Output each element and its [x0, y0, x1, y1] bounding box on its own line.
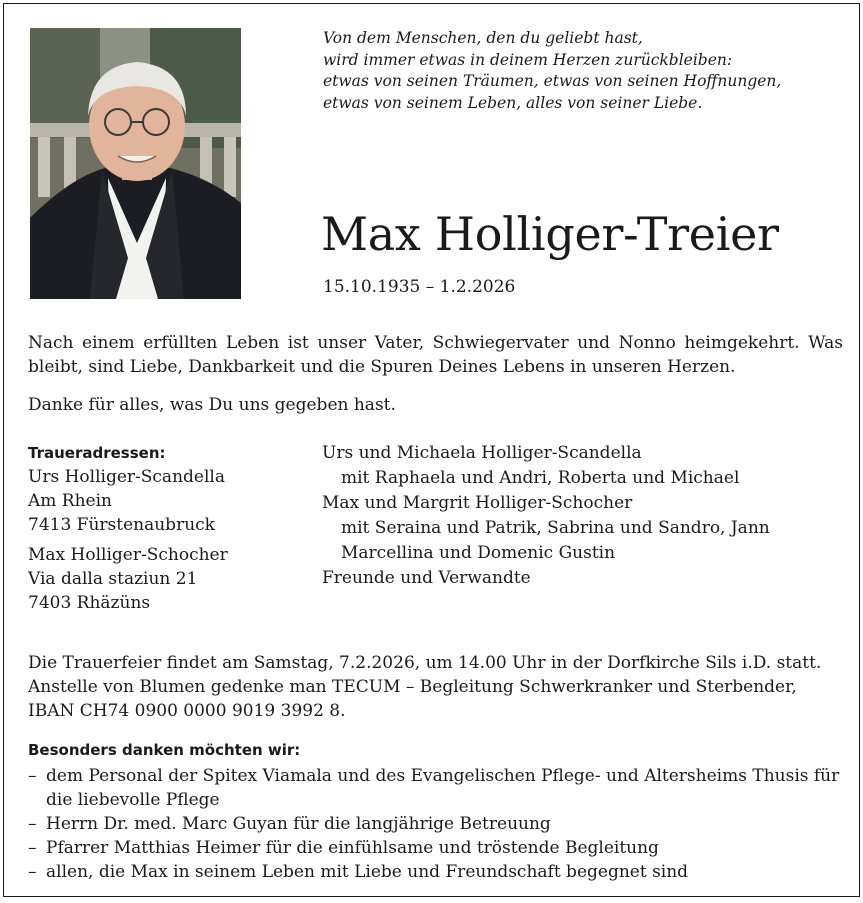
thanks-list — [28, 764, 843, 884]
list-item — [28, 812, 843, 836]
list-item — [28, 764, 843, 812]
intro-paragraph: Nach einem erfüllten Leben ist unser Vater, Schwiegervater und Nonno heimgekehrt. Was bleibt, sind Liebe, Dankbarkeit und die Spuren Deines Lebens in unseren Herzen. — [28, 333, 843, 377]
intro-text — [28, 331, 843, 431]
thanks-heading: Besonders danken möchten wir: — [28, 741, 301, 759]
list-dash: – — [28, 814, 37, 834]
family-line: mit Seraina und Patrik, Sabrina und Sandro, Jann — [341, 518, 770, 538]
funeral-info — [28, 651, 843, 723]
deceased-name: Max Holliger-Treier — [321, 207, 779, 261]
memorial-quote — [323, 28, 843, 114]
address-block — [28, 543, 308, 615]
mourning-addresses — [28, 441, 308, 621]
life-dates: 15.10.1935 – 1.2.2026 — [323, 277, 516, 297]
family-line: Urs und Michaela Holliger-Scandella — [322, 443, 642, 463]
list-item — [28, 836, 843, 860]
portrait-illustration — [30, 28, 241, 299]
thanks-item-text: dem Personal der Spitex Viamala und des Evangelischen Pflege- und Altersheims Thusis für die liebevolle Pflege — [46, 766, 840, 810]
address-name: Max Holliger-Schocher — [28, 545, 228, 565]
address-city: 7403 Rhäzüns — [28, 593, 151, 613]
address-block — [28, 465, 308, 537]
thanks-item-text: allen, die Max in seinem Leben mit Liebe und Freundschaft begegnet sind — [46, 862, 689, 882]
quote-line: etwas von seinen Träumen, etwas von seinen Hoffnungen, — [323, 72, 782, 90]
address-street: Am Rhein — [28, 491, 112, 511]
address-city: 7413 Fürstenaubruck — [28, 515, 215, 535]
list-item — [28, 860, 843, 884]
list-dash: – — [28, 838, 37, 858]
quote-line: wird immer etwas in deinem Herzen zurückbleiben: — [323, 50, 733, 69]
list-dash: – — [28, 766, 37, 786]
quote-line: Von dem Menschen, den du geliebt hast, — [323, 29, 643, 47]
quote-line: etwas von seinem Leben, alles von seiner Liebe. — [323, 93, 703, 112]
portrait-photo — [30, 28, 241, 299]
address-name: Urs Holliger-Scandella — [28, 467, 225, 487]
address-street: Via dalla staziun 21 — [28, 569, 198, 589]
funeral-line: Die Trauerfeier findet am Samstag, 7.2.2026, um 14.00 Uhr in der Dorfkirche Sils i.D. statt. — [28, 653, 822, 673]
family-list — [322, 441, 842, 591]
funeral-line: Anstelle von Blumen gedenke man TECUM – Begleitung Schwerkranker und Sterbender, — [28, 677, 797, 697]
funeral-line: IBAN CH74 0900 0000 9019 3992 8. — [28, 701, 346, 721]
family-line: Max und Margrit Holliger-Schocher — [322, 493, 633, 513]
thanks-item-text: Pfarrer Matthias Heimer für die einfühlsame und tröstende Begleitung — [46, 838, 659, 858]
family-line: Freunde und Verwandte — [322, 568, 531, 588]
thanks-section — [28, 738, 843, 884]
family-line: mit Raphaela und Andri, Roberta und Michael — [341, 468, 740, 488]
family-line: Marcellina und Domenic Gustin — [341, 543, 616, 563]
thanks-item-text: Herrn Dr. med. Marc Guyan für die langjährige Betreuung — [46, 814, 551, 834]
intro-paragraph: Danke für alles, was Du uns gegeben hast. — [28, 395, 396, 415]
list-dash: – — [28, 862, 37, 882]
obituary-notice — [3, 3, 860, 897]
addresses-heading: Traueradressen: — [28, 444, 166, 462]
